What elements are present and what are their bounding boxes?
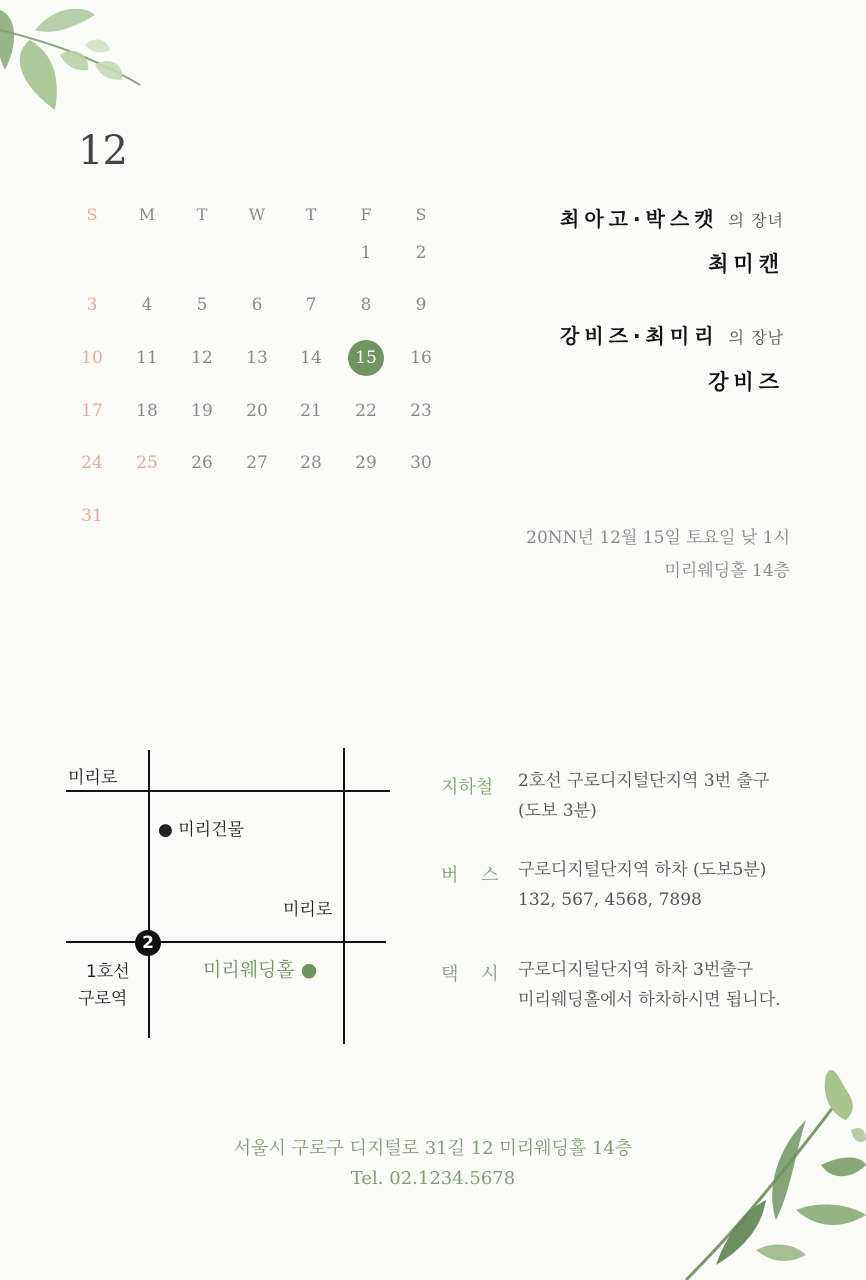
calendar-day: 12 — [191, 348, 213, 368]
leaf-decoration-top-left — [0, 0, 160, 130]
event-venue-floor: 미리웨딩홀 14층 — [664, 561, 790, 581]
calendar-day-selected: 15 — [355, 348, 377, 368]
bride-name: 최미캔 — [708, 252, 784, 276]
calendar-day: 11 — [136, 348, 158, 368]
map-station-line: 1호선 — [86, 962, 130, 982]
transport-bus-text — [518, 855, 766, 915]
calendar-day: 26 — [191, 453, 213, 473]
calendar-day: 3 — [86, 295, 98, 315]
calendar-day: 29 — [355, 453, 377, 473]
calendar-day: 8 — [360, 295, 372, 315]
calendar-day: 17 — [81, 401, 103, 421]
calendar-weekday: M — [138, 205, 156, 224]
map-road-vertical-right — [343, 748, 345, 1044]
calendar-day: 13 — [246, 348, 268, 368]
transport-taxi-text — [518, 955, 781, 1015]
map-road-horizontal-bottom — [66, 941, 386, 943]
transport-subway-line1: 2호선 구로디지털단지역 3번 출구 — [518, 771, 770, 791]
calendar-day: 30 — [410, 453, 432, 473]
groom-name: 강비즈 — [708, 370, 784, 394]
calendar-weekday: W — [248, 205, 266, 224]
transport-subway-text — [518, 766, 769, 826]
calendar-weekday: F — [360, 205, 372, 224]
calendar-day: 16 — [410, 348, 432, 368]
calendar-day: 5 — [196, 295, 208, 315]
calendar-day: 10 — [81, 348, 103, 368]
calendar-day: 18 — [136, 401, 158, 421]
map-venue-label: 미리웨딩홀 ● — [203, 959, 318, 981]
transport-subway-line2: (도보 3분) — [518, 801, 597, 821]
transport-taxi-line1: 구로디지털단지역 하차 3번출구 — [518, 960, 754, 980]
transport-bus-line1: 구로디지털단지역 하차 (도보5분) — [518, 860, 767, 880]
transport-bus-line2: 132, 567, 4568, 7898 — [518, 890, 702, 910]
map-road-label-middle: 미리로 — [283, 900, 333, 920]
calendar-day: 20 — [246, 401, 268, 421]
calendar-day: 27 — [246, 453, 268, 473]
calendar-day: 22 — [355, 401, 377, 421]
calendar-weekday: S — [415, 205, 427, 224]
calendar-day: 4 — [141, 295, 153, 315]
transport-taxi-label: 택 시 — [441, 964, 499, 985]
calendar-day: 14 — [300, 348, 322, 368]
groom-family-line — [560, 320, 784, 349]
map-road-vertical-left — [148, 750, 150, 1038]
calendar-day: 28 — [300, 453, 322, 473]
calendar-day: 23 — [410, 401, 432, 421]
map-station-name: 구로역 — [78, 989, 128, 1009]
calendar-day: 25 — [136, 453, 158, 473]
calendar-day: 19 — [191, 401, 213, 421]
transport-subway-label: 지하철 — [441, 777, 494, 798]
map-road-horizontal-top — [66, 790, 390, 792]
bride-parents: 최아고·박스캣 — [560, 207, 719, 231]
calendar-day: 31 — [81, 506, 103, 526]
calendar-day: 1 — [360, 243, 372, 263]
event-datetime: 20NN년 12월 15일 토요일 낮 1시 — [526, 528, 790, 548]
map-road-label-top: 미리로 — [68, 768, 118, 788]
calendar-weekday: T — [196, 205, 208, 224]
calendar-month: 12 — [78, 128, 127, 174]
groom-relation: 의 장남 — [728, 328, 784, 347]
calendar-day: 7 — [305, 295, 317, 315]
calendar-day: 21 — [300, 401, 322, 421]
calendar-day: 2 — [415, 243, 427, 263]
groom-parents: 강비즈·최미리 — [560, 324, 719, 348]
bride-family-line — [560, 203, 784, 232]
calendar-weekday: T — [305, 205, 317, 224]
calendar-day: 24 — [81, 453, 103, 473]
transport-bus-label: 버 스 — [441, 865, 499, 886]
footer-tel: Tel. 02.1234.5678 — [350, 1168, 516, 1189]
calendar-weekday: S — [86, 205, 98, 224]
footer-address: 서울시 구로구 디지털로 31길 12 미리웨딩홀 14층 — [233, 1138, 633, 1159]
map-building-label: ● 미리건물 — [158, 820, 244, 840]
calendar-day: 6 — [251, 295, 263, 315]
bride-relation: 의 장녀 — [728, 211, 784, 230]
calendar-day: 9 — [415, 295, 427, 315]
transport-taxi-line2: 미리웨딩홀에서 하차하시면 됩니다. — [518, 990, 781, 1010]
station-number-badge: 2 — [135, 930, 161, 956]
